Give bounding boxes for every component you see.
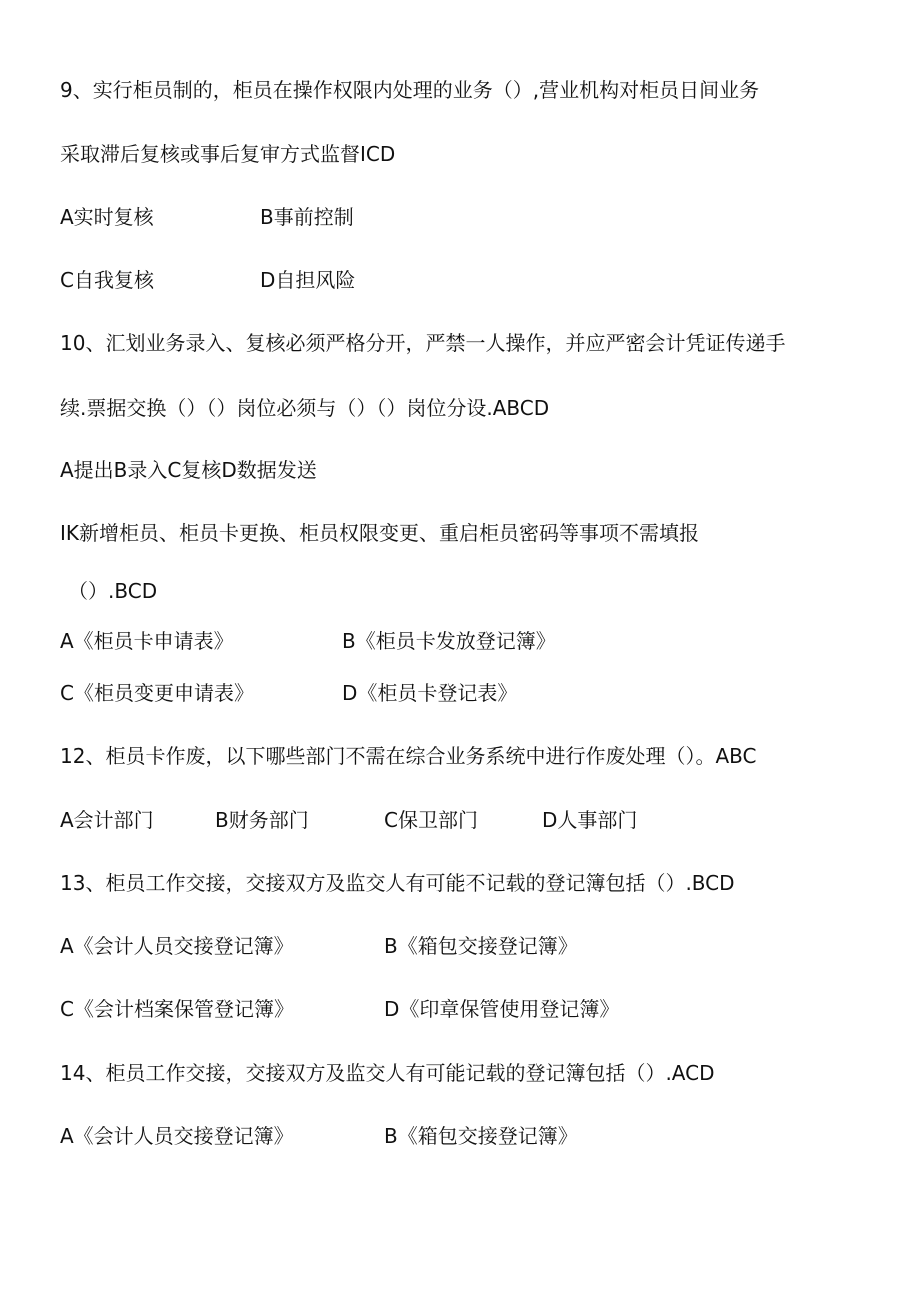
question-13-option-a: A《会计人员交接登记簿》 [60,934,294,958]
question-13-line-1: 13、柜员工作交接，交接双方及监交人有可能不记载的登记簿包括（）.BCD [60,871,735,895]
question-9-option-d: D自担风险 [260,268,356,292]
question-12-line-1: 12、柜员卡作废，以下哪些部门不需在综合业务系统中进行作废处理（）。ABC [60,744,757,768]
question-13-option-b: B《箱包交接登记簿》 [384,934,578,958]
question-9-line-1: 9、实行柜员制的，柜员在操作权限内处理的业务（）,营业机构对柜员日间业务 [60,78,760,102]
question-9-option-c: C自我复核 [60,268,154,292]
question-12-option-c: C保卫部门 [384,808,478,832]
question-11-line-1: IK新增柜员、柜员卡更换、柜员权限变更、重启柜员密码等事项不需填报 [60,521,700,545]
question-11-line-2: （）.BCD [68,579,158,603]
question-11-option-c: C《柜员变更申请表》 [60,681,254,705]
question-11-option-b: B《柜员卡发放登记簿》 [342,629,556,653]
question-12-option-d: D人事部门 [542,808,638,832]
question-9-option-b: B事前控制 [260,205,354,229]
question-9-line-2: 采取滞后复核或事后复审方式监督ICD [60,142,396,166]
question-9-option-a: A实时复核 [60,205,154,229]
question-11-option-d: D《柜员卡登记表》 [342,681,518,705]
question-14-option-a: A《会计人员交接登记簿》 [60,1124,294,1148]
question-11-option-a: A《柜员卡申请表》 [60,629,234,653]
question-14-line-1: 14、柜员工作交接，交接双方及监交人有可能记载的登记簿包括（）.ACD [60,1061,715,1085]
question-14-option-b: B《箱包交接登记簿》 [384,1124,578,1148]
question-10-options: A提出B录入C复核D数据发送 [60,458,317,482]
question-13-option-d: D《印章保管使用登记簿》 [384,997,620,1021]
question-12-option-b: B财务部门 [215,808,309,832]
question-12-option-a: A会计部门 [60,808,154,832]
question-10-line-1: 10、汇划业务录入、复核必须严格分开，严禁一人操作，并应严密会计凭证传递手 [60,331,786,355]
question-10-line-2: 续.票据交换（）（）岗位必须与（）（）岗位分设.ABCD [60,396,550,420]
question-13-option-c: C《会计档案保管登记簿》 [60,997,294,1021]
